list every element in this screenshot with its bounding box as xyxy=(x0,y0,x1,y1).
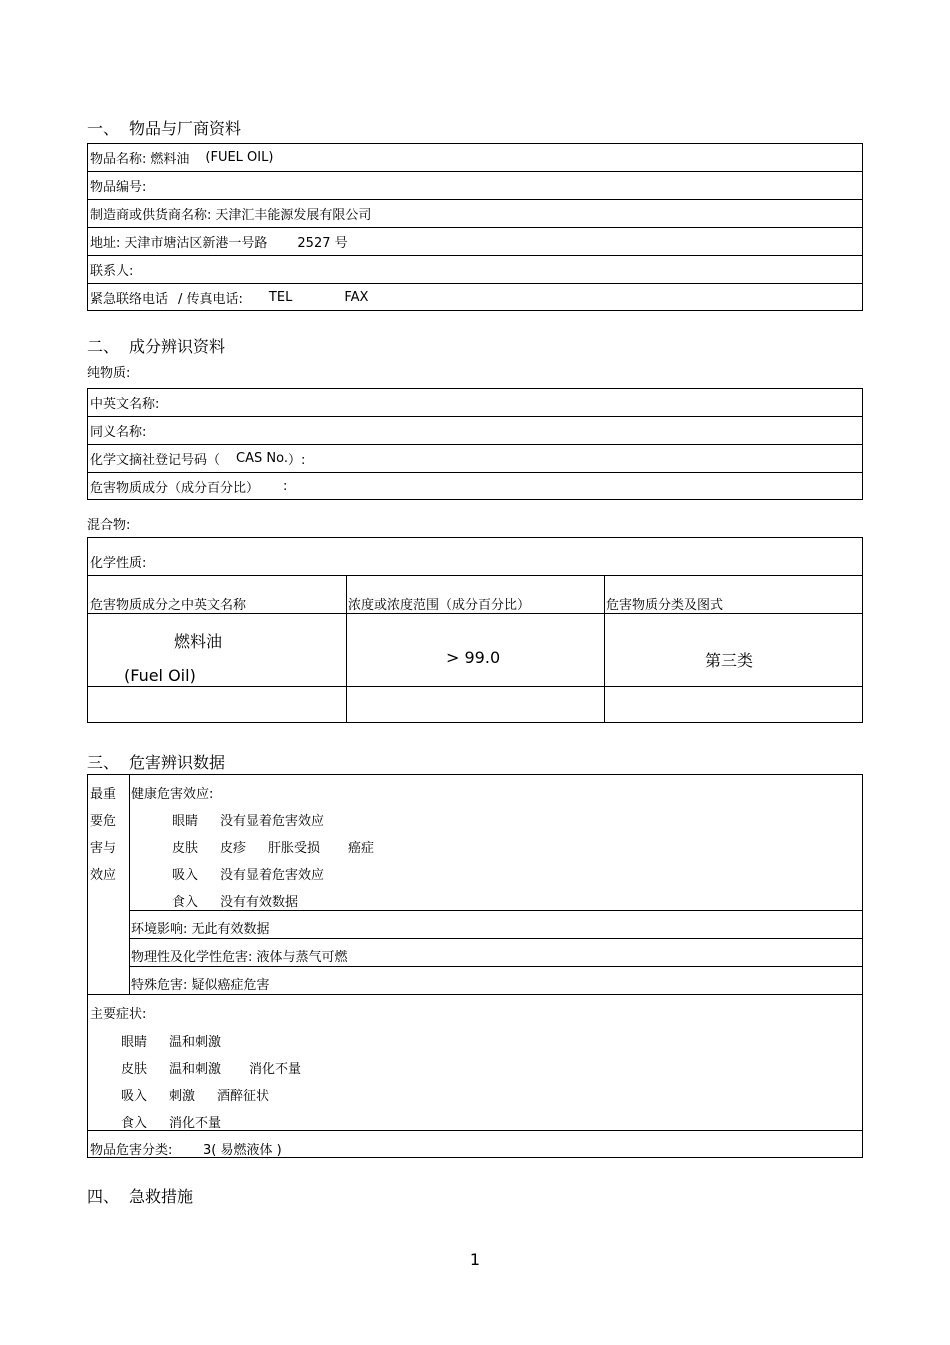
pure-substance-label: 纯物质: xyxy=(87,366,131,381)
product-code-row xyxy=(88,172,862,200)
section-number: 三、 xyxy=(87,753,120,772)
hazard-class-label: 物品危害分类: xyxy=(90,1143,173,1158)
side-label-2: 要危 xyxy=(90,814,117,829)
side-label-1: 最重 xyxy=(90,787,117,802)
symptoms-label: 主要症状: xyxy=(90,1007,147,1022)
section-4-heading xyxy=(87,1184,193,1207)
section-title: 急救措施 xyxy=(129,1187,194,1206)
tel-value: TEL xyxy=(268,290,293,305)
section-2-heading xyxy=(87,334,225,357)
product-name-label: 物品名称: xyxy=(90,152,147,167)
col-header-name: 危害物质成分之中英文名称 xyxy=(90,598,247,613)
synonym-row xyxy=(88,417,862,445)
contact-row xyxy=(88,256,862,284)
cas-suffix: ）: xyxy=(287,453,306,468)
address-row xyxy=(88,228,862,256)
section-title: 成分辨识资料 xyxy=(129,337,226,356)
col-header-classification: 危害物质分类及图式 xyxy=(606,598,724,613)
section-number: 四、 xyxy=(87,1187,120,1206)
symptom-route: 吸入 xyxy=(121,1089,148,1104)
name-row xyxy=(88,389,862,417)
physchem-hazard: 物理性及化学性危害: 液体与蒸气可燃 xyxy=(131,950,348,965)
product-info-table xyxy=(87,143,863,311)
hazard-table xyxy=(87,774,863,1158)
chemical-nature-label: 化学性质: xyxy=(90,556,147,571)
health-effect: 没有显着危害效应 xyxy=(220,814,325,829)
mixture-table xyxy=(87,537,863,723)
symptom-effect: 温和刺激 xyxy=(169,1062,222,1077)
product-name-row xyxy=(88,144,862,172)
phone-row xyxy=(88,284,862,311)
side-column-divider xyxy=(129,775,130,994)
fax-value: FAX xyxy=(344,290,369,305)
name-label: 中英文名称: xyxy=(90,397,160,412)
page-number: 1 xyxy=(469,1250,481,1269)
classification-value: 第三类 xyxy=(705,651,754,670)
side-label-3: 害与 xyxy=(90,841,117,856)
header-divider xyxy=(88,613,862,614)
product-name: 燃料油 xyxy=(150,152,190,167)
fax-label: / 传真电话: xyxy=(178,292,243,307)
chemical-nature-row xyxy=(88,538,862,576)
environment-divider xyxy=(129,938,862,939)
address-value: 天津市塘沽区新港一号路 xyxy=(124,236,268,251)
health-effect: 没有有效数据 xyxy=(220,895,299,910)
health-label: 健康危害效应: xyxy=(131,787,214,802)
section-1-heading xyxy=(87,116,241,139)
section-title: 物品与厂商资料 xyxy=(129,119,242,138)
section-title: 危害辨识数据 xyxy=(129,753,226,772)
symptom-route: 眼睛 xyxy=(121,1035,148,1050)
health-effect: 没有显着危害效应 xyxy=(220,868,325,883)
symptom-effect: 温和刺激 xyxy=(169,1035,222,1050)
section-number: 二、 xyxy=(87,337,120,356)
pure-substance-table xyxy=(87,388,863,500)
concentration-value: > 99.0 xyxy=(446,648,501,667)
health-effect: 皮疹 xyxy=(220,841,247,856)
product-code-label: 物品编号: xyxy=(90,180,147,195)
cas-row xyxy=(88,445,862,473)
phone-label: 紧急联络电话 xyxy=(90,292,169,307)
environment-effect: 环境影响: 无此有效数据 xyxy=(131,922,270,937)
special-hazard: 特殊危害: 疑似癌症危害 xyxy=(131,978,270,993)
hazard-composition-label: 危害物质成分（成分百分比） xyxy=(90,481,260,496)
section-number: 一、 xyxy=(87,119,120,138)
symptoms-divider xyxy=(88,1130,862,1131)
symptom-route: 皮肤 xyxy=(121,1062,148,1077)
synonym-label: 同义名称: xyxy=(90,425,147,440)
col-divider-1 xyxy=(346,576,347,722)
mixture-label: 混合物: xyxy=(87,518,131,533)
physchem-divider xyxy=(129,966,862,967)
component-name-cn: 燃料油 xyxy=(174,632,223,651)
side-label-4: 效应 xyxy=(90,868,117,883)
component-name-en: (Fuel Oil) xyxy=(124,666,196,685)
contact-label: 联系人: xyxy=(90,264,134,279)
health-route: 皮肤 xyxy=(172,841,199,856)
cas-label: 化学文摘社登记号码（ xyxy=(90,453,221,468)
special-divider xyxy=(88,994,862,995)
symptom-route: 食入 xyxy=(121,1116,148,1131)
health-route: 吸入 xyxy=(172,868,199,883)
col-divider-2 xyxy=(604,576,605,722)
health-route: 食入 xyxy=(172,895,199,910)
product-name-en: (FUEL OIL) xyxy=(205,150,274,165)
col-header-concentration: 浓度或浓度范围（成分百分比） xyxy=(348,598,531,613)
health-effect: 癌症 xyxy=(348,841,375,856)
hazard-composition-row xyxy=(88,473,862,500)
manufacturer-name: 天津汇丰能源发展有限公司 xyxy=(215,208,372,223)
health-route: 眼睛 xyxy=(172,814,199,829)
cas-no: CAS No. xyxy=(236,451,288,466)
health-divider xyxy=(129,910,862,911)
hazard-composition-colon: : xyxy=(283,479,288,494)
health-effect: 肝胀受损 xyxy=(268,841,321,856)
manufacturer-row xyxy=(88,200,862,228)
symptom-effect: 消化不量 xyxy=(169,1116,222,1131)
symptom-effect: 刺激 xyxy=(169,1089,196,1104)
address-number: 2527 号 xyxy=(297,236,348,251)
hazard-class-value: 3( 易燃液体 ) xyxy=(203,1143,282,1158)
section-3-heading xyxy=(87,750,225,773)
data-row-divider xyxy=(88,686,862,687)
symptom-effect: 酒醉征状 xyxy=(217,1089,270,1104)
address-label: 地址: xyxy=(90,236,121,251)
symptom-effect: 消化不量 xyxy=(249,1062,302,1077)
manufacturer-label: 制造商或供货商名称: xyxy=(90,208,212,223)
